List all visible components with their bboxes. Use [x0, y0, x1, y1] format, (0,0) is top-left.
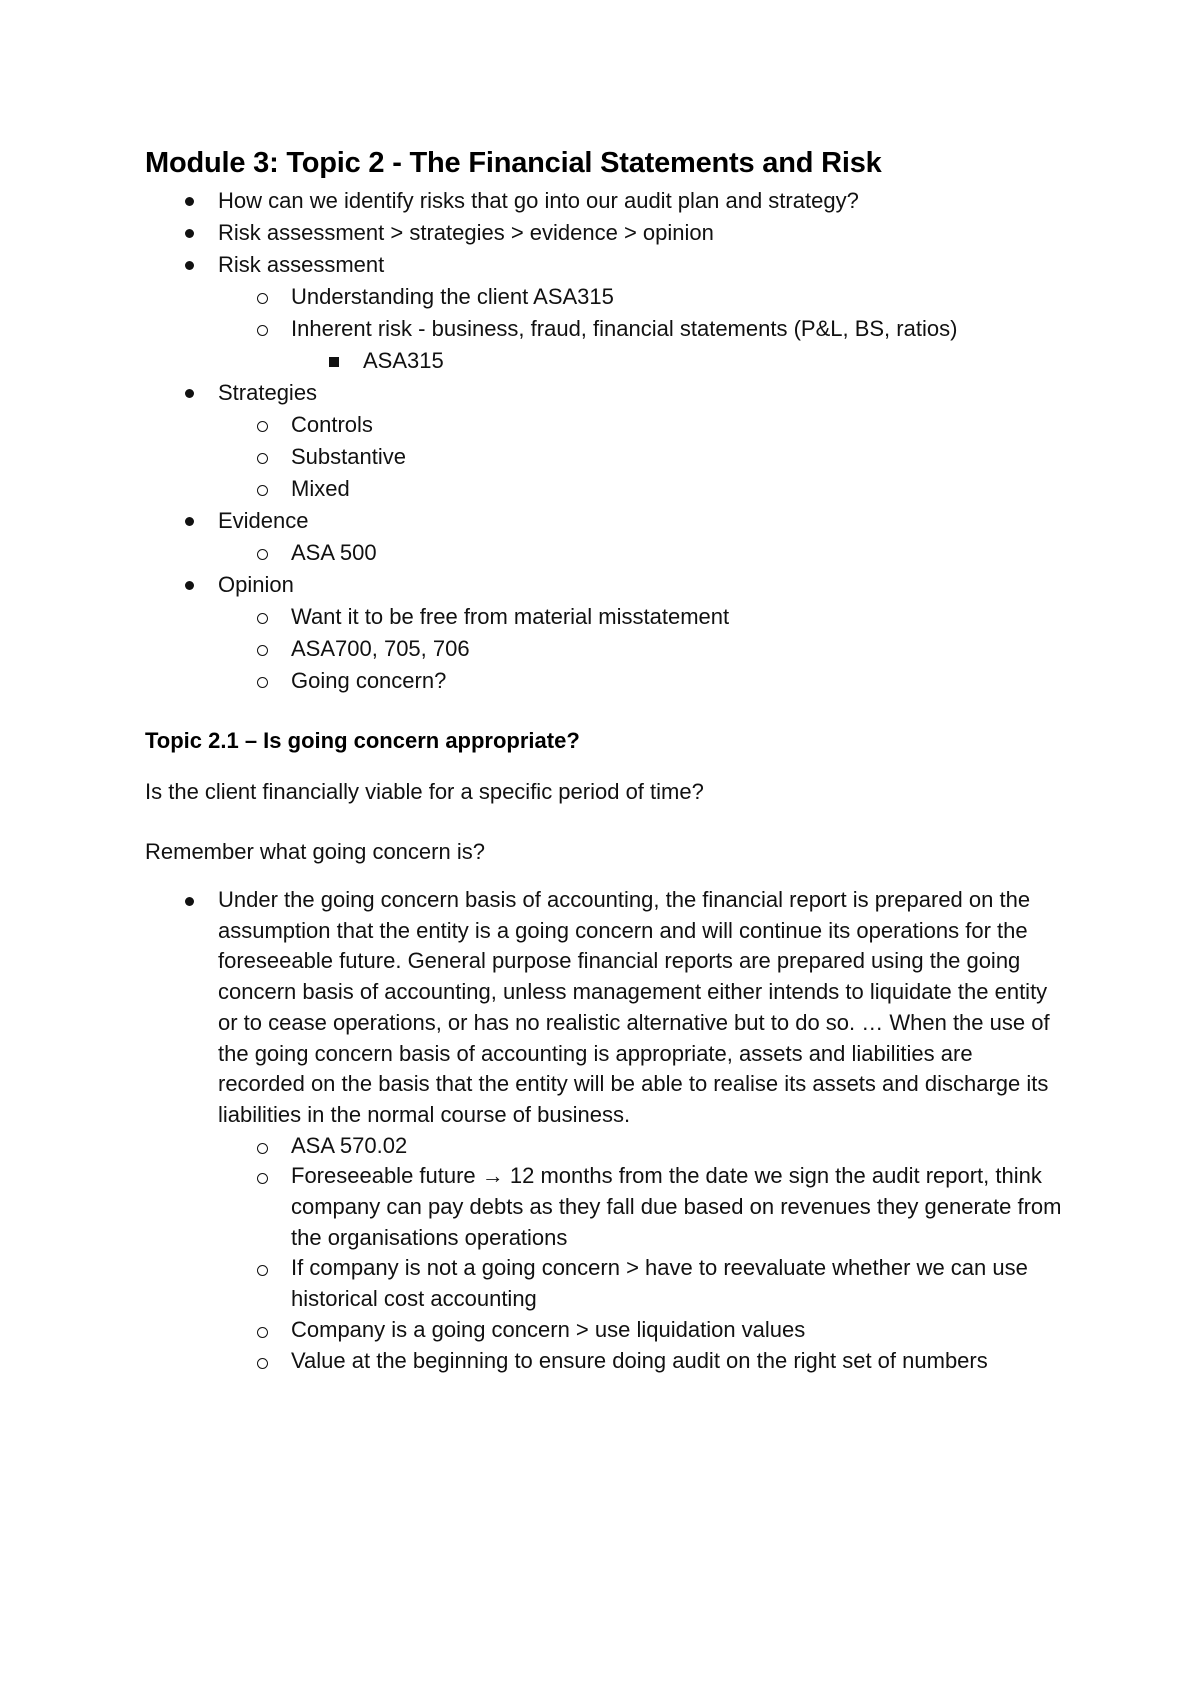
list-item: Risk assessment > strategies > evidence > opinion [145, 217, 1065, 249]
list-item: Under the going concern basis of accounting, the financial report is prepared on the assumption that the entity is a going concern and will continue its operations for the foreseeable future. General purpose financial reports are prepared using the going concern basis of accounting, unless management either intends to liquidate the entity or to cease operations, or has no realistic alternative but to do so. … When the use of the going concern basis of accounting is appropriate, assets and liabilities are recorded on the basis that the entity will be able to realise its assets and discharge its liabilities in the normal course of business. [145, 885, 1065, 1131]
list-item: Substantive [145, 441, 1065, 473]
list-item: Company is a going concern > use liquidation values [145, 1315, 1065, 1346]
list-item: How can we identify risks that go into our audit plan and strategy? [145, 185, 1065, 217]
list-item: ASA700, 705, 706 [145, 633, 1065, 665]
list-item: Opinion [145, 569, 1065, 601]
list-item: ASA 500 [145, 537, 1065, 569]
list-item: Strategies [145, 377, 1065, 409]
list-item: Controls [145, 409, 1065, 441]
bullet-circle-icon [257, 1143, 268, 1154]
bullet-disc-icon [185, 389, 194, 398]
bullet-disc-icon [185, 517, 194, 526]
bullet-square-icon [329, 357, 339, 367]
bullet-circle-icon [257, 293, 268, 304]
list-item: Want it to be free from material misstatement [145, 601, 1065, 633]
list-item: ASA315 [145, 345, 1065, 377]
bullet-circle-icon [257, 613, 268, 624]
bullet-circle-icon [257, 485, 268, 496]
bullet-disc-icon [185, 261, 194, 270]
document-content [145, 143, 1065, 1376]
list-item: Mixed [145, 473, 1065, 505]
page-title: Module 3: Topic 2 - The Financial Statements and Risk [145, 147, 882, 179]
bullet-circle-icon [257, 1265, 268, 1276]
list-item: Inherent risk - business, fraud, financial statements (P&L, BS, ratios) [145, 313, 1065, 345]
bullet-disc-icon [185, 897, 194, 906]
bullet-disc-icon [185, 197, 194, 206]
bullet-circle-icon [257, 325, 268, 336]
definition-list [145, 885, 1065, 1376]
list-item: Understanding the client ASA315 [145, 281, 1065, 313]
paragraph: Is the client financially viable for a specific period of time? [145, 779, 704, 804]
list-item: Risk assessment [145, 249, 1065, 281]
bullet-circle-icon [257, 421, 268, 432]
list-item: Foreseeable future → 12 months from the date we sign the audit report, think company can pay debts as they fall due based on revenues they generate from the organisations operations [145, 1161, 1065, 1253]
bullet-circle-icon [257, 453, 268, 464]
bullet-circle-icon [257, 1173, 268, 1184]
outline-list [145, 185, 1065, 697]
bullet-disc-icon [185, 229, 194, 238]
section-heading: Topic 2.1 – Is going concern appropriate? [145, 728, 580, 753]
list-item: Value at the beginning to ensure doing audit on the right set of numbers [145, 1346, 1065, 1377]
bullet-circle-icon [257, 1358, 268, 1369]
bullet-circle-icon [257, 677, 268, 688]
list-item: ASA 570.02 [145, 1131, 1065, 1162]
list-item: Evidence [145, 505, 1065, 537]
paragraph: Remember what going concern is? [145, 839, 485, 864]
bullet-circle-icon [257, 1327, 268, 1338]
list-item: Going concern? [145, 665, 1065, 697]
bullet-circle-icon [257, 549, 268, 560]
bullet-circle-icon [257, 645, 268, 656]
bullet-disc-icon [185, 581, 194, 590]
list-item: If company is not a going concern > have to reevaluate whether we can use historical cost accounting [145, 1253, 1065, 1314]
